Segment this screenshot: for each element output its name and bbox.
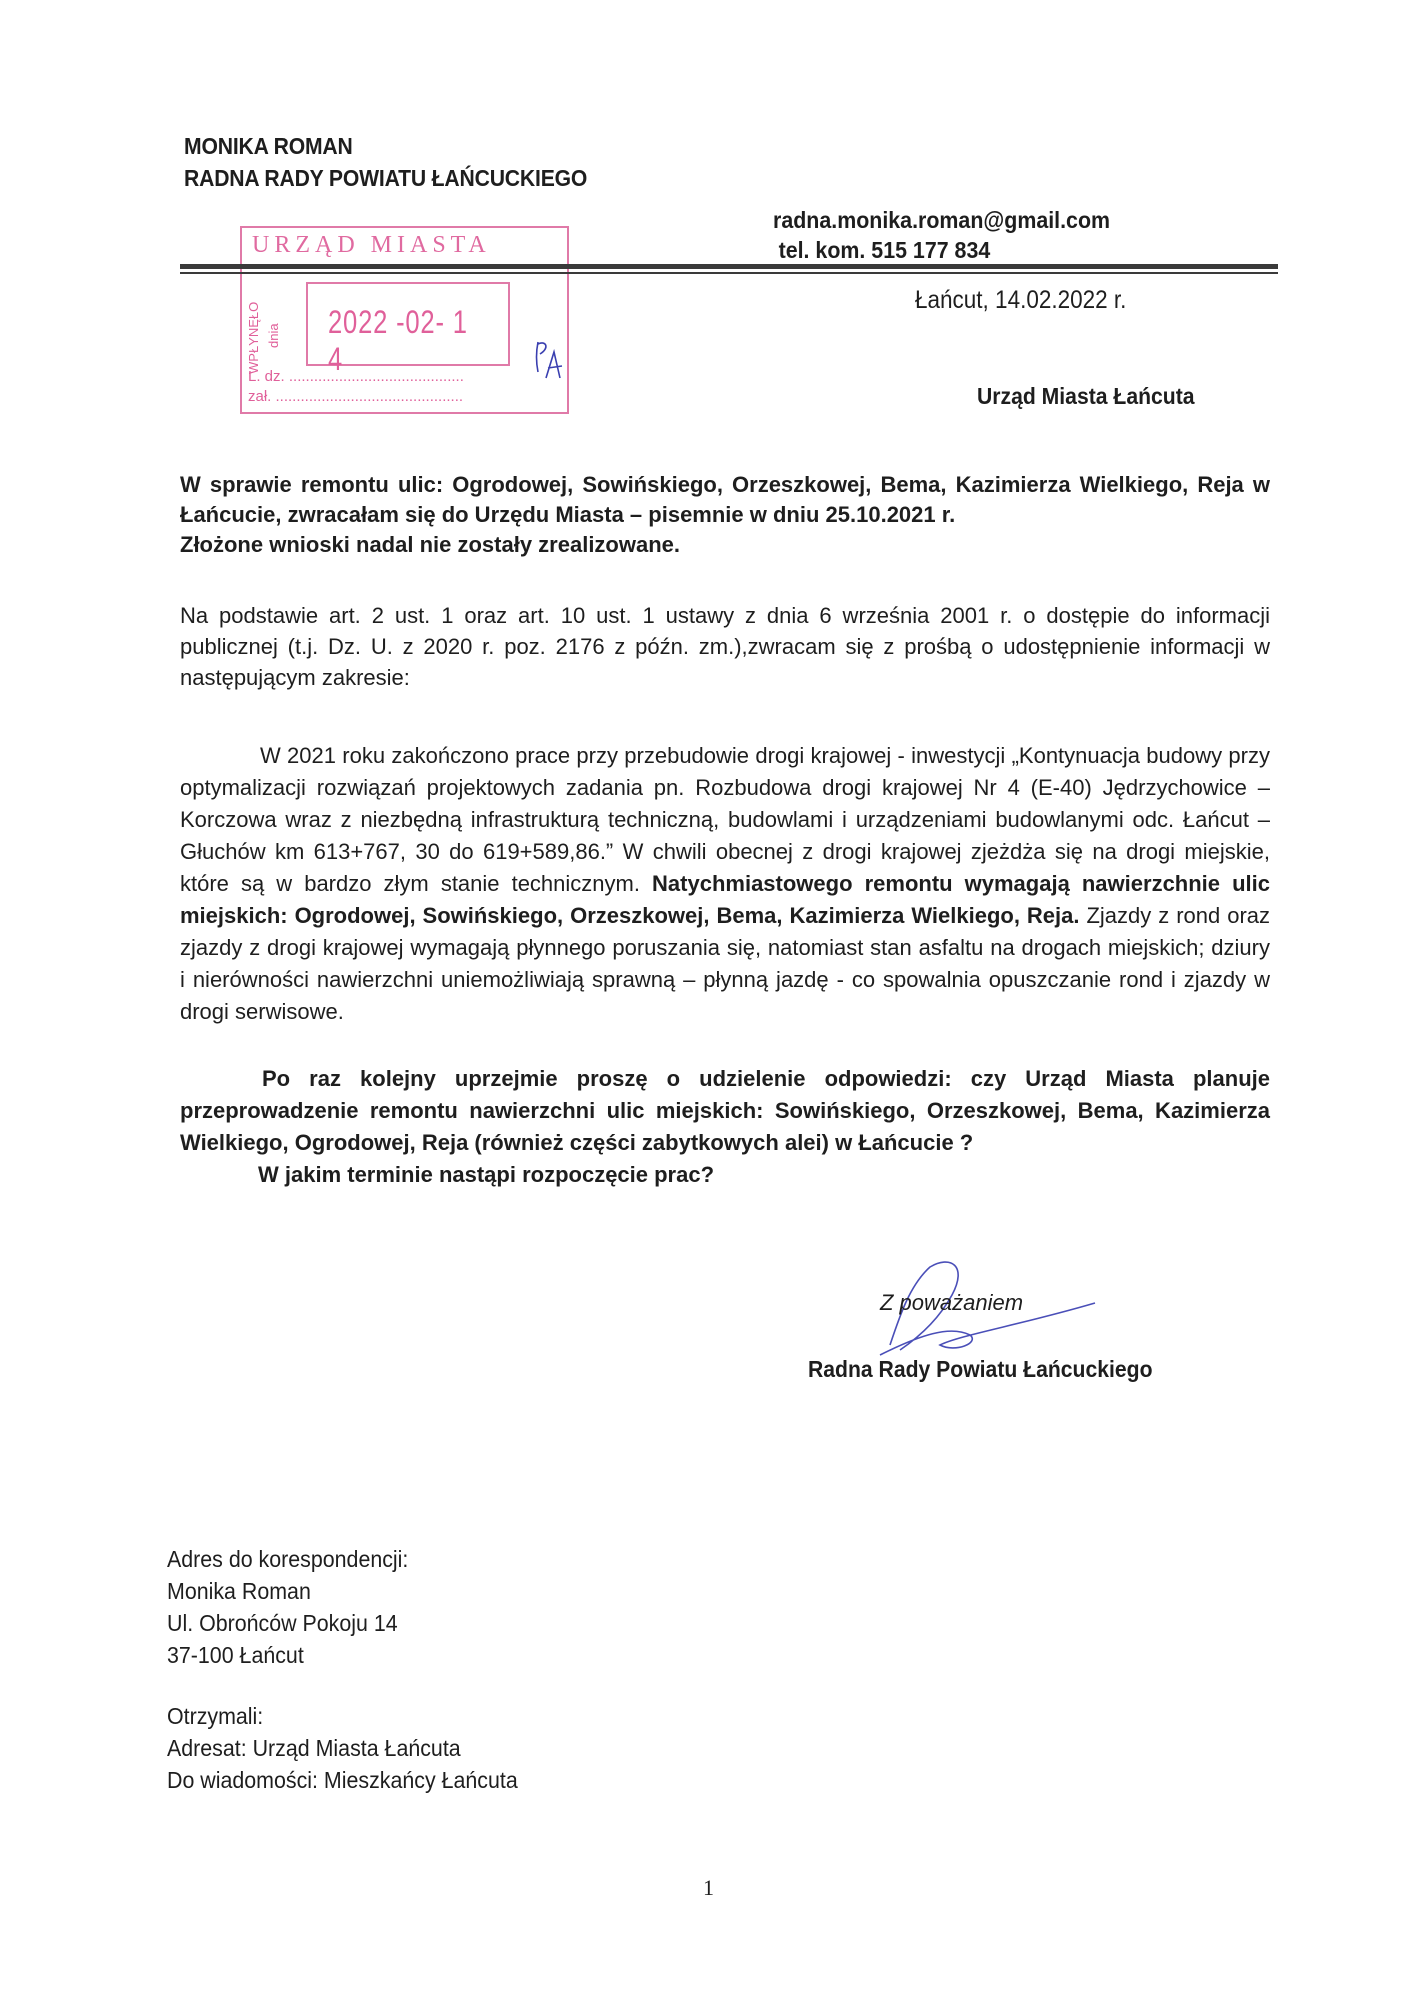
subject-line-1: W sprawie remontu ulic: Ogrodowej, Sowińskiego, Orzeszkowej, Bema, Kazimierza Wielkiego, Reja w Łańcucie, zwracałam się do Urzędu Miasta – pisemnie w dniu 25.10.2021 r.	[180, 472, 1270, 527]
distribution-label: Otrzymali:	[167, 1703, 264, 1729]
question-followup: W jakim terminie nastąpi rozpoczęcie prac?	[258, 1162, 715, 1187]
page-number: 1	[703, 1875, 714, 1900]
email-address[interactable]: radna.monika.roman@gmail.com	[773, 207, 1111, 233]
distribution-list	[167, 1700, 518, 1796]
stamp-date: 2022 -02- 1 4	[328, 304, 468, 377]
stamp-vertical-labels	[244, 298, 281, 378]
body-tail-text: Zjazdy z rond oraz zjazdy z drogi krajowej wymagają płynnego poruszania się, natomiast stan asfaltu na drogach miejskich; dziury i nierówności nawierzchni uniemożliwiają sprawną – płynną jazdę - co spowalnia opuszczanie rond i zjazdy w drogi serwisowe.	[180, 903, 1271, 1024]
letterhead-author	[184, 130, 587, 194]
address-label: Adres do korespondencji:	[167, 1546, 409, 1572]
signer-title: Radna Rady Powiatu Łańcuckiego	[808, 1356, 1153, 1382]
question-main: Po raz kolejny uprzejmie proszę o udzielenie odpowiedzi: czy Urząd Miasta planuje przeprowadzenie remontu nawierzchni ulic miejskich: Sowińskiego, Orzeszkowej, Bema, Kazimierza Wielkiego, Ogrodowej, Reja (również części zabytkowych alei) w Łańcucie ?	[180, 1066, 1270, 1155]
subject-line-2: Złożone wnioski nadal nie zostały zrealizowane.	[180, 532, 681, 557]
stamp-zal: zał. .............................................	[248, 388, 464, 405]
distribution-cc: Do wiadomości: Mieszkańcy Łańcuta	[167, 1767, 518, 1793]
recipient: Urząd Miasta Łańcuta	[977, 383, 1195, 409]
stamp-day-label: dnia	[266, 323, 281, 348]
legal-basis-paragraph: Na podstawie art. 2 ust. 1 oraz art. 10 ust. 1 ustawy z dnia 6 września 2001 r. o dostępie do informacji publicznej (t.j. Dz. U. z 2020 r. poz. 2176 z późn. zm.),zwracam się z prośbą o udostępnienie informacji w następującym zakresie:	[180, 603, 1270, 690]
stamp-received-label: WPŁYNĘŁO	[246, 301, 261, 374]
address-name: Monika Roman	[167, 1578, 311, 1604]
stamp-date-box	[306, 282, 510, 377]
author-name: MONIKA ROMAN	[184, 133, 353, 159]
distribution-addressee: Adresat: Urząd Miasta Łańcuta	[167, 1735, 461, 1761]
handwritten-initials-icon	[532, 338, 566, 388]
body-bold-text: Natychmiastowego remontu wymagają nawierzchnie ulic miejskich: Ogrodowej, Sowińskiego, Orzeszkowej, Bema, Kazimierza Wielkiego, Reja.	[180, 871, 1270, 928]
address-street: Ul. Obrońców Pokoju 14	[167, 1610, 398, 1636]
body-paragraph	[180, 740, 1270, 1028]
stamp-ldz: L. dz. ..........................................	[248, 368, 464, 385]
place-and-date: Łańcut, 14.02.2022 r.	[915, 286, 1127, 314]
closing-salutation: Z poważaniem	[880, 1290, 1024, 1315]
letterhead-contact	[773, 205, 1110, 265]
author-title: RADNA RADY POWIATU ŁAŃCUCKIEGO	[184, 165, 588, 191]
body-text: W 2021 roku zakończono prace przy przebudowie drogi krajowej - inwestycji „Kontynuacja budowy przy optymalizacji rozwiązań projektowych zadania pn. Rozbudowa drogi krajowej Nr 4 (E-40) Jędrzychowice – Korczowa wraz z niezbędną infrastrukturą techniczną, budowlami i urządzeniami budowlanymi odc. Łańcut – Głuchów km 613+767, 30 do 619+589,86.” W chwili obecnej z drogi krajowej zjeżdża się na drogi miejskie, które są w bardzo złym stanie technicznym.	[180, 743, 1270, 896]
header-divider	[180, 264, 1278, 269]
incoming-mail-stamp	[240, 226, 569, 414]
subject	[180, 470, 1270, 560]
header-divider-thin	[180, 272, 1278, 274]
address-city: 37-100 Łańcut	[167, 1642, 304, 1668]
correspondence-address	[167, 1543, 408, 1671]
question-paragraph	[180, 1063, 1270, 1191]
stamp-title: URZĄD MIASTA	[252, 232, 491, 258]
phone-number: tel. kom. 515 177 834	[778, 237, 991, 263]
